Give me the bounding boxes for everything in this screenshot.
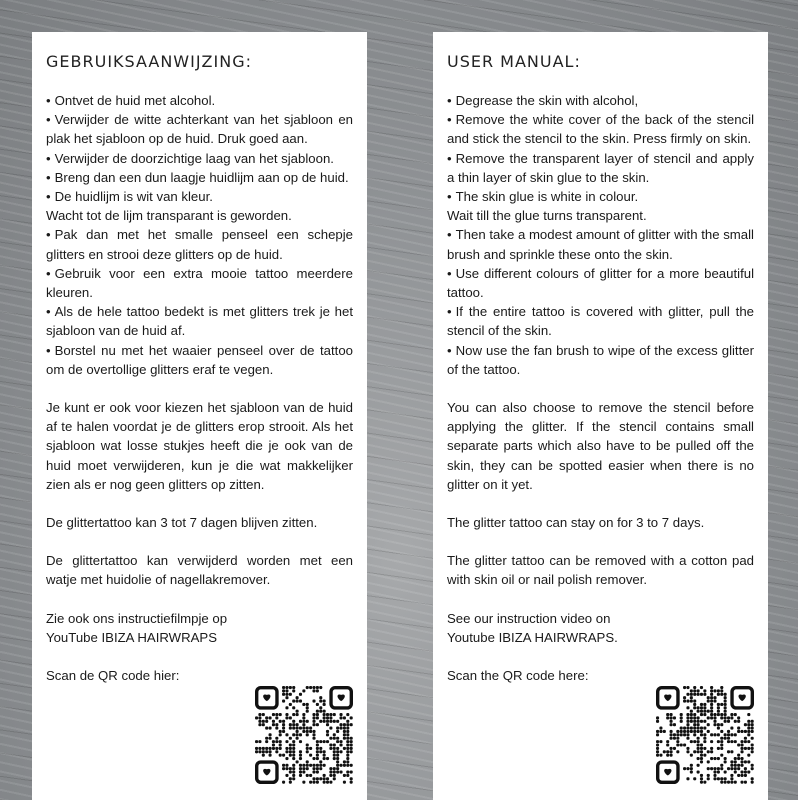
dutch-stencil-paragraph: Je kunt er ook voor kiezen het sjabloon van de huid af te halen voordat je de glitters erop strooit. Als het sjabloon wat losse stukjes heeft die je ook van de huid moet verwijderen, kun je die wat makkelijker zien als er nog geen glitters op zitten. — [46, 400, 353, 492]
dutch-instruction-card — [32, 32, 367, 800]
list-item: • Use different colours of glitter for a more beautiful tattoo. — [447, 265, 754, 301]
english-video-line1: See our instruction video on — [447, 610, 611, 626]
english-stencil-paragraph: You can also choose to remove the stencil before applying the glitter. If the stencil contains small separate parts which also have to be pulled off the skin, they can be spotted easier when there is no glitter on it yet. — [447, 400, 754, 492]
english-steps-list — [447, 91, 754, 379]
english-scan-label: Scan the QR code here: — [447, 668, 589, 684]
dutch-duration-paragraph: De glittertattoo kan 3 tot 7 dagen blijven zitten. — [46, 515, 318, 531]
list-item: • Als de hele tattoo bedekt is met glitters trek je het sjabloon van de huid af. — [46, 304, 353, 339]
english-title: USER MANUAL: — [447, 52, 581, 71]
list-item: • Degrease the skin with alcohol, — [447, 93, 639, 108]
dutch-video-line2: YouTube IBIZA HAIRWRAPS — [46, 629, 218, 645]
dutch-title: GEBRUIKSAANWIJZING: — [46, 52, 252, 71]
dutch-scan-label: Scan de QR code hier: — [46, 668, 180, 684]
qr-code-icon[interactable] — [255, 686, 353, 784]
list-item: • Remove the white cover of the back of the stencil and stick the stencil to the skin. Press firmly on skin. — [447, 112, 754, 147]
english-duration-paragraph: The glitter tattoo can stay on for 3 to 7 days. — [447, 515, 705, 531]
list-item: • Remove the transparent layer of stencil and apply a thin layer of skin glue to the skin. — [447, 150, 754, 185]
english-video-line2: Youtube IBIZA HAIRWRAPS. — [447, 629, 618, 645]
list-item: • Borstel nu met het waaier penseel over de tattoo om de overtollige glitters eraf te vegen. — [46, 342, 353, 377]
dutch-steps-list — [46, 91, 353, 379]
list-item: • Ontvet de huid met alcohol. — [46, 93, 216, 108]
english-removal-paragraph: The glitter tattoo can be removed with a cotton pad with skin oil or nail polish remover. — [447, 553, 754, 588]
english-instruction-card — [433, 32, 768, 800]
dutch-removal-paragraph: De glittertattoo kan verwijderd worden met een watje met huidolie of nagellakremover. — [46, 553, 353, 588]
list-item: • Then take a modest amount of glitter with the small brush and sprinkle these onto the skin. — [447, 227, 754, 262]
list-item: • De huidlijm is wit van kleur. Wacht tot de lijm transparant is geworden. — [46, 189, 292, 224]
english-video-paragraph — [447, 609, 667, 647]
list-item: • Verwijder de witte achterkant van het sjabloon en plak het sjabloon op de huid. Druk goed aan. — [46, 112, 353, 147]
list-item: • Now use the fan brush to wipe of the excess glitter of the tattoo. — [447, 342, 754, 377]
list-item: • Pak dan met het smalle penseel een schepje glitters en strooi deze glitters op de huid. — [46, 227, 353, 262]
list-item: • Verwijder de doorzichtige laag van het sjabloon. — [46, 150, 334, 166]
list-item: • Gebruik voor een extra mooie tattoo meerdere kleuren. — [46, 265, 353, 301]
list-item: • The skin glue is white in colour. Wait till the glue turns transparent. — [447, 189, 647, 224]
dutch-video-line1: Zie ook ons instructiefilmpje op — [46, 610, 228, 626]
dutch-video-paragraph — [46, 609, 266, 647]
list-item: • Breng dan een dun laagje huidlijm aan op de huid. — [46, 169, 349, 185]
qr-code-icon[interactable] — [656, 686, 754, 784]
list-item: • If the entire tattoo is covered with glitter, pull the stencil of the skin. — [447, 304, 754, 339]
